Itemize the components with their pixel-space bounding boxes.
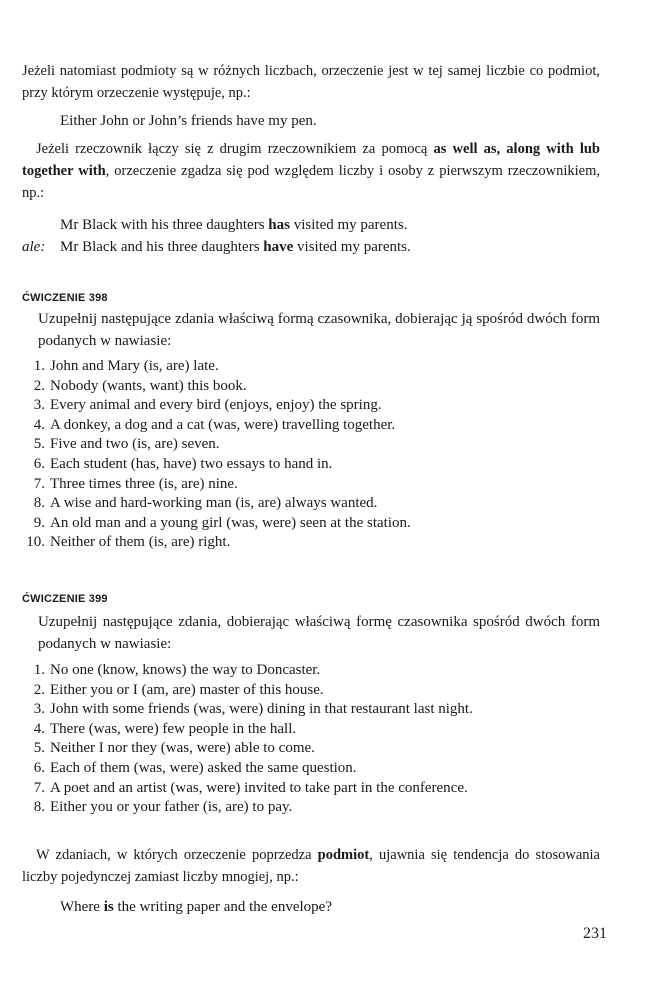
exercise-item [22, 435, 600, 455]
exercise-398-heading: ĆWICZENIE 398 [22, 292, 108, 304]
item-text: John and Mary (is, are) late. [50, 358, 219, 374]
item-number: 1. [33, 661, 45, 678]
item-text: A poet and an artist (was, were) invited to take part in the conference. [50, 779, 468, 796]
exercise-398-instruction: Uzupełnij następujące zdania właściwą formą czasownika, dobierając ją spośród dwóch form podanych w nawiasie: [38, 311, 600, 349]
item-text: Neither of them (is, are) right. [50, 534, 231, 551]
item-text: Every animal and every bird (enjoys, enjoy) the spring. [50, 397, 382, 414]
item-number: 7. [33, 779, 45, 796]
item-number: 5. [33, 740, 45, 757]
bold-phrase: as well as, along with lub together with [22, 141, 600, 179]
item-text: Either you or I (am, are) master of this house. [50, 681, 324, 698]
example-part: visited my parents. [293, 239, 411, 255]
item-text: No one (know, knows) the way to Doncaster. [50, 661, 321, 678]
item-text: There (was, were) few people in the hall. [50, 720, 297, 737]
item-text: Five and two (is, are) seven. [50, 436, 220, 453]
item-number: 7. [33, 475, 45, 492]
item-number: 6. [33, 455, 45, 472]
item-number: 8. [33, 799, 45, 816]
item-text: An old man and a young girl (was, were) seen at the station. [50, 514, 411, 531]
exercise-399-list [22, 661, 600, 818]
exercise-item [22, 779, 600, 799]
exercise-item [22, 700, 600, 720]
example-sentence [22, 896, 600, 918]
item-text: Either you or your father (is, are) to pay. [50, 799, 293, 816]
intro-paragraph-2 [22, 138, 600, 204]
exercise-398-list [22, 357, 600, 553]
example-part: the writing paper and the envelope? [113, 898, 332, 915]
item-number: 9. [33, 514, 45, 531]
page-number: 231 [583, 925, 607, 942]
exercise-item [22, 533, 600, 553]
exercise-item [22, 514, 600, 534]
item-number: 2. [33, 377, 45, 394]
item-number: 3. [33, 397, 45, 414]
item-number: 2. [33, 681, 45, 698]
exercise-item [22, 739, 600, 759]
item-text: Neither I nor they (was, were) able to come. [50, 740, 315, 757]
exercise-item [22, 720, 600, 740]
paragraph-text: , orzeczenie zgadza się pod względem liczby i osoby z pierwszym rzeczownikiem, np.: [22, 163, 600, 201]
item-text: John with some friends (was, were) dining in that restaurant last night. [50, 701, 473, 718]
exercise-item [22, 396, 600, 416]
item-number: 4. [33, 416, 45, 433]
paragraph-text: Jeżeli rzeczownik łączy się z drugim rzeczownikiem za pomocą [36, 141, 434, 157]
bold-verb: is [103, 898, 114, 915]
example-sentence [22, 236, 600, 258]
item-text: Nobody (wants, want) this book. [50, 377, 247, 394]
paragraph-text: , ujawnia się tendencja do stosowania liczby pojedynczej zamiast liczby mnogiej, np.: [22, 846, 600, 885]
exercise-399-heading: ĆWICZENIE 399 [22, 592, 108, 605]
example-prefix [22, 214, 60, 236]
item-text: Three times three (is, are) nine. [50, 475, 238, 492]
exercise-399-instruction: Uzupełnij następujące zdania, dobierając właściwą formę czasownika spośród dwóch form podanych w nawiasie: [38, 613, 600, 652]
item-number: 1. [33, 358, 45, 374]
exercise-item [22, 759, 600, 779]
item-number: 8. [33, 495, 45, 512]
item-text: A donkey, a dog and a cat (was, were) travelling together. [50, 416, 396, 433]
closing-paragraph [22, 844, 600, 888]
exercise-item [22, 798, 600, 818]
paragraph-text: W zdaniach, w których orzeczenie poprzedza [36, 846, 318, 863]
exercise-item [22, 377, 600, 397]
item-text: Each of them (was, were) asked the same question. [50, 759, 357, 776]
example-prefix: ale: [22, 239, 46, 255]
example-text [60, 236, 411, 258]
item-text: A wise and hard-working man (is, are) always wanted. [50, 495, 378, 512]
exercise-item [22, 455, 600, 475]
page-content [22, 60, 600, 918]
example-part: Mr Black and his three daughters [60, 239, 264, 255]
exercise-item [22, 661, 600, 681]
example-part: visited my parents. [289, 217, 408, 233]
example-part: Where [60, 898, 104, 915]
exercise-item [22, 681, 600, 701]
item-number: 3. [33, 701, 45, 718]
exercise-item [22, 357, 600, 377]
item-number: 10. [26, 534, 45, 551]
item-text: Each student (has, have) two essays to hand in. [50, 455, 333, 472]
exercise-item [22, 494, 600, 514]
example-part: Mr Black with his three daughters [60, 217, 269, 233]
exercise-item [22, 475, 600, 495]
exercise-item [22, 416, 600, 436]
example-text [60, 214, 407, 236]
item-number: 5. [33, 436, 45, 453]
example-sentence: Either John or John’s friends have my pen. [60, 113, 317, 129]
item-number: 4. [33, 720, 45, 737]
bold-verb: have [263, 239, 294, 255]
item-number: 6. [33, 759, 45, 776]
bold-word: podmiot [317, 846, 370, 863]
example-sentence [22, 214, 600, 236]
bold-verb: has [268, 217, 290, 233]
intro-paragraph-1: Jeżeli natomiast podmioty są w różnych liczbach, orzeczenie jest w tej samej liczbie co podmiot, przy którym orzeczenie występuje, np.: [22, 63, 600, 101]
